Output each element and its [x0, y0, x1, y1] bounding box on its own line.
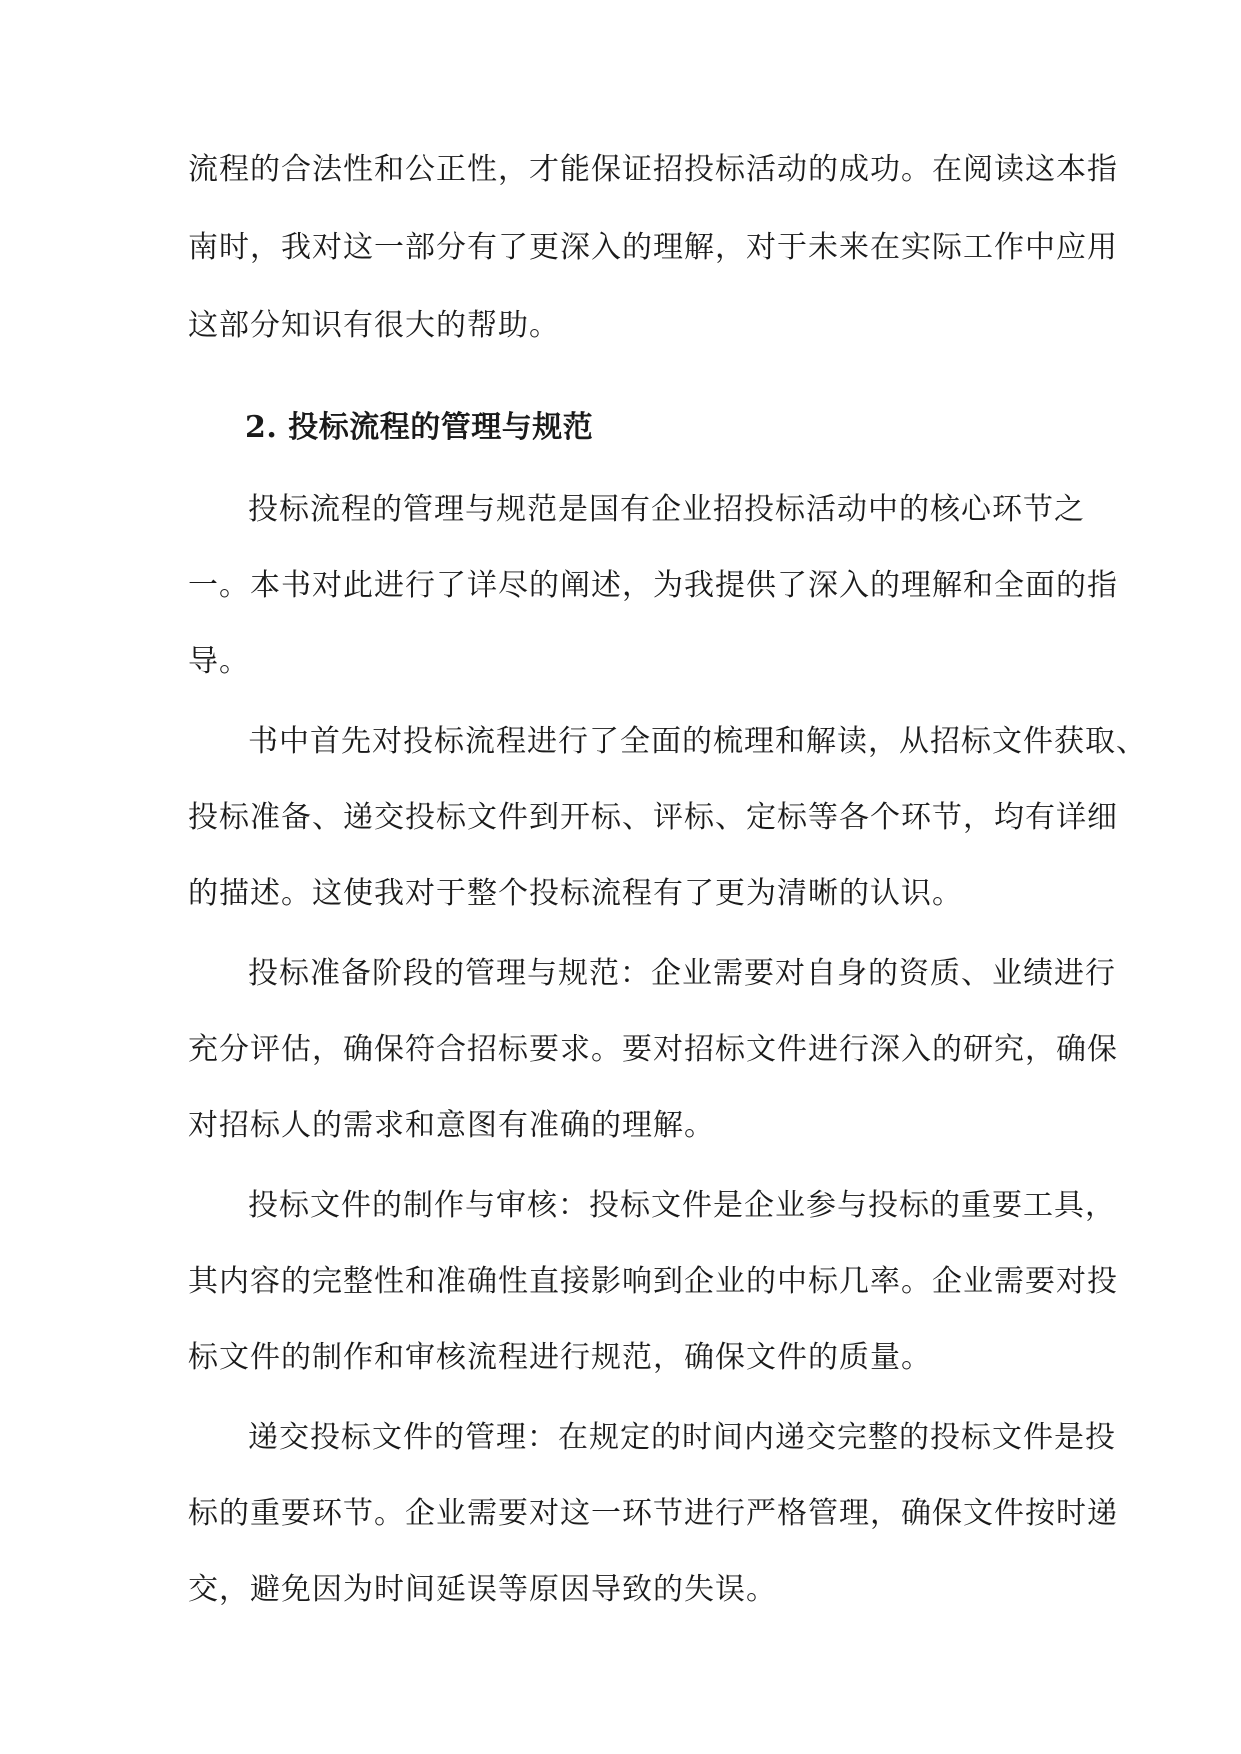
paragraph-line: 的描述。这使我对于整个投标流程有了更为清晰的认识。 — [188, 876, 963, 911]
paragraph-line: 这部分知识有很大的帮助。 — [188, 308, 560, 343]
paragraph-line: 投标准备阶段的管理与规范：企业需要对自身的资质、业绩进行 — [248, 956, 1116, 991]
paragraph-line: 南时，我对这一部分有了更深入的理解，对于未来在实际工作中应用 — [188, 230, 1118, 265]
paragraph-line: 交，避免因为时间延误等原因导致的失误。 — [188, 1572, 777, 1607]
paragraph-line: 导。 — [188, 644, 250, 679]
paragraph-line: 对招标人的需求和意图有准确的理解。 — [188, 1108, 715, 1143]
paragraph-line: 投标准备、递交投标文件到开标、评标、定标等各个环节，均有详细 — [188, 800, 1118, 835]
paragraph-line: 递交投标文件的管理：在规定的时间内递交完整的投标文件是投 — [248, 1420, 1116, 1455]
section-heading: 2. 投标流程的管理与规范 — [245, 410, 594, 445]
paragraph-line: 标文件的制作和审核流程进行规范，确保文件的质量。 — [188, 1340, 932, 1375]
paragraph-line: 投标文件的制作与审核：投标文件是企业参与投标的重要工具， — [248, 1188, 1116, 1223]
paragraph-line: 充分评估，确保符合招标要求。要对招标文件进行深入的研究，确保 — [188, 1032, 1118, 1067]
paragraph-line: 其内容的完整性和准确性直接影响到企业的中标几率。企业需要对投 — [188, 1264, 1118, 1299]
paragraph-line: 标的重要环节。企业需要对这一环节进行严格管理，确保文件按时递 — [188, 1496, 1118, 1531]
paragraph-line: 一。本书对此进行了详尽的阐述，为我提供了深入的理解和全面的指 — [188, 568, 1118, 603]
paragraph-line: 流程的合法性和公正性，才能保证招投标活动的成功。在阅读这本指 — [188, 152, 1118, 187]
paragraph-line: 投标流程的管理与规范是国有企业招投标活动中的核心环节之 — [248, 492, 1085, 527]
paragraph-line: 书中首先对投标流程进行了全面的梳理和解读，从招标文件获取、 — [248, 724, 1147, 759]
